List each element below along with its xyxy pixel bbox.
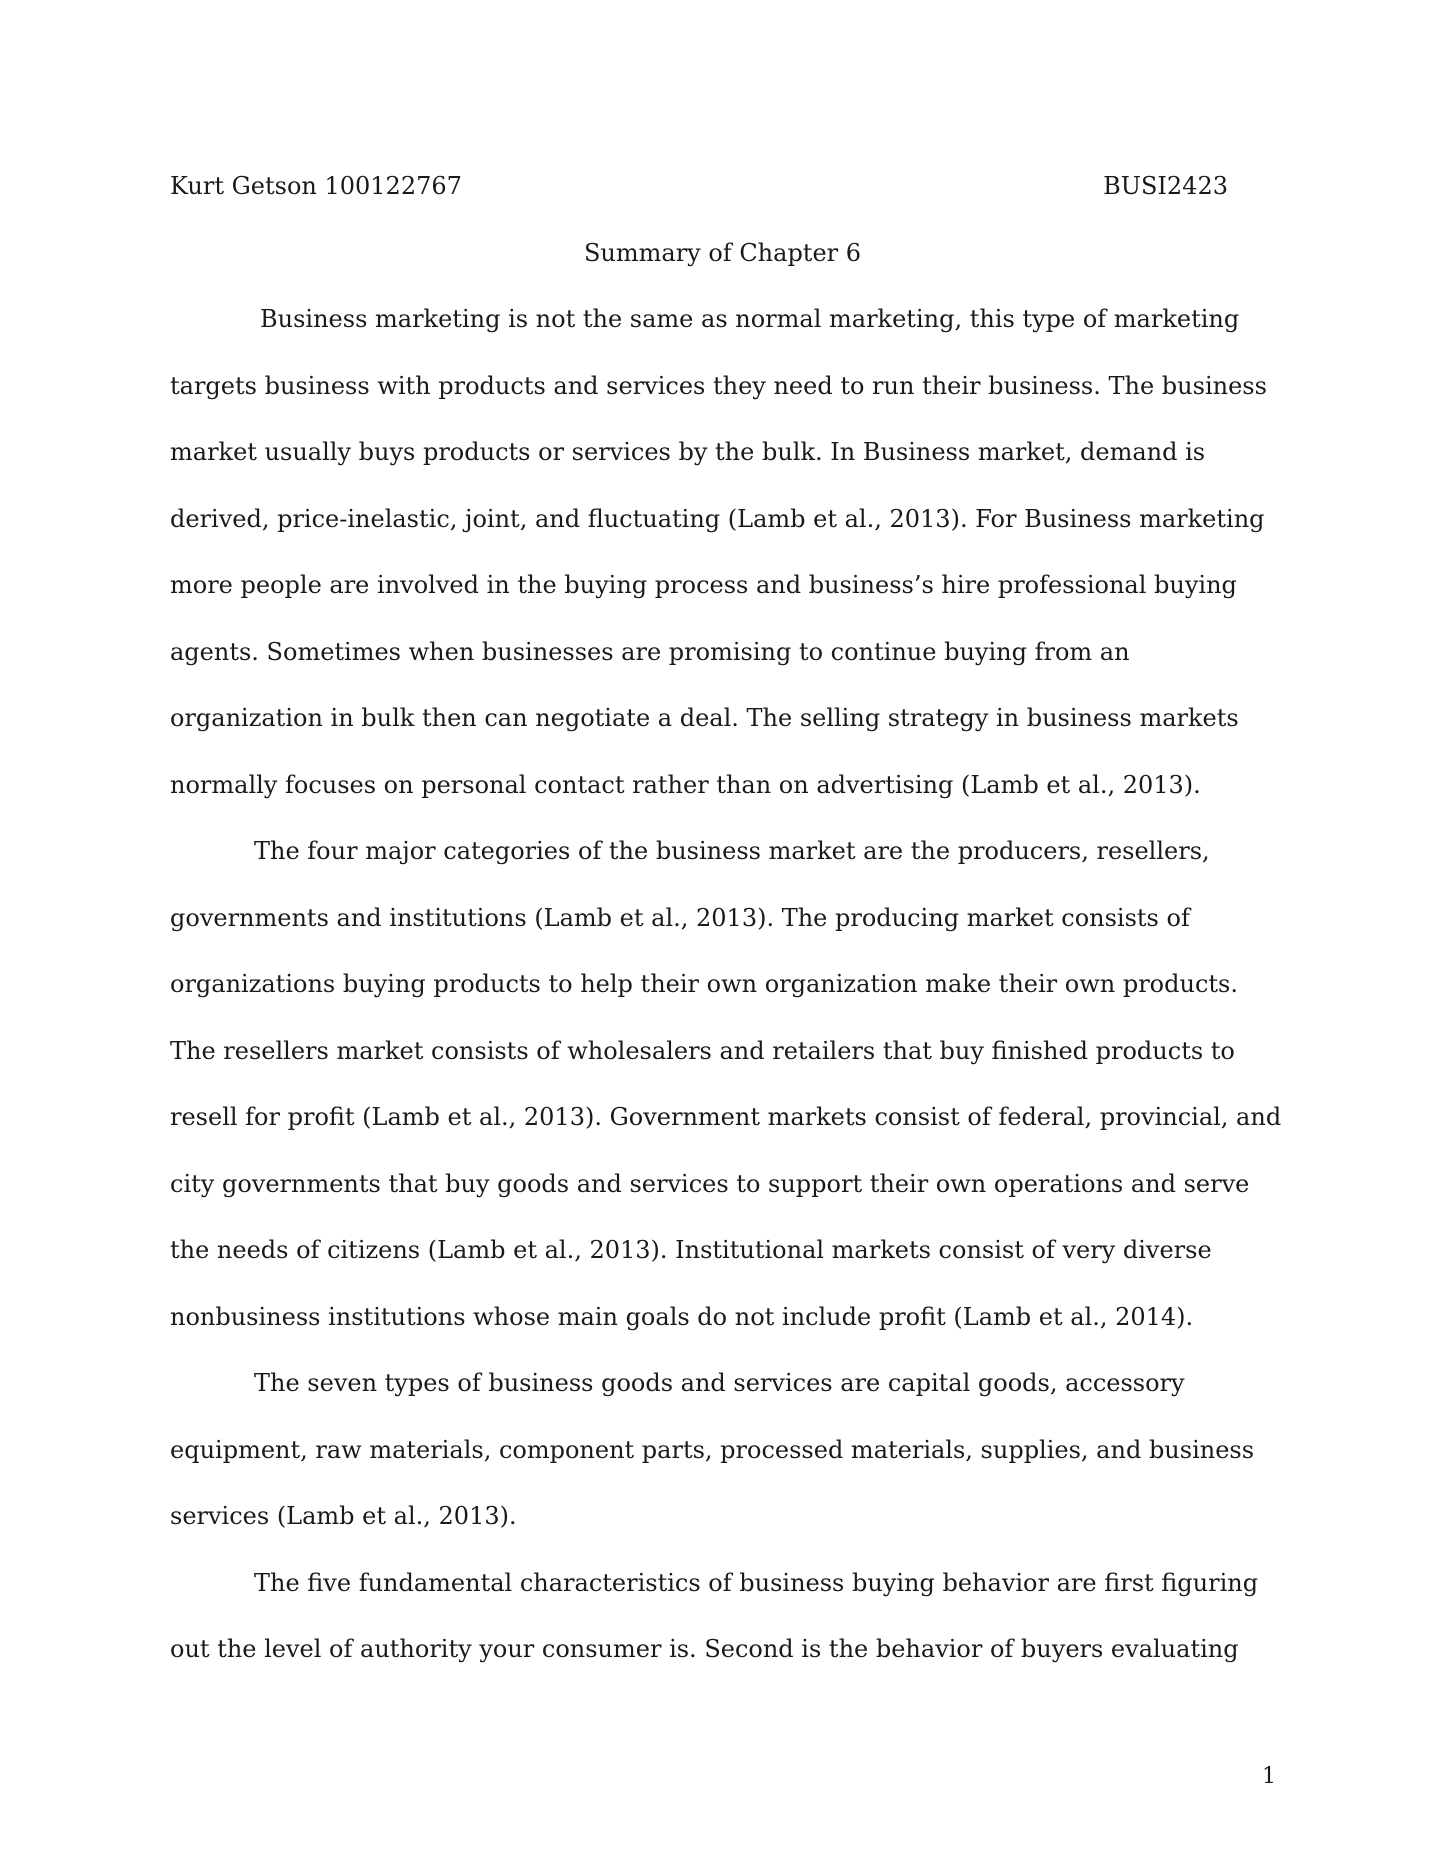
document-body <box>170 301 1282 1698</box>
text-line: nonbusiness institutions whose main goals do not include profit (Lamb et al., 2014). <box>170 1302 1194 1331</box>
text-line: The four major categories of the business market are the producers, resellers, <box>254 837 1210 865</box>
document-title: Summary of Chapter 6 <box>583 239 862 267</box>
page-number: 1 <box>1262 1764 1276 1789</box>
text-line: equipment, raw materials, component parts, processed materials, supplies, and business <box>170 1435 1255 1464</box>
text-line: normally focuses on personal contact rather than on advertising (Lamb et al., 2013). <box>170 770 1201 799</box>
text-line: The five fundamental characteristics of business buying behavior are first figuring <box>254 1568 1259 1597</box>
text-line: organization in bulk then can negotiate a deal. The selling strategy in business markets <box>170 704 1239 732</box>
text-line: organizations buying products to help their own organization make their own products. <box>170 970 1238 998</box>
text-line: The seven types of business goods and services are capital goods, accessory <box>254 1369 1185 1397</box>
text-line: governments and institutions (Lamb et al., 2013). The producing market consists of <box>170 903 1190 932</box>
course-code: BUSI2423 <box>1103 172 1228 200</box>
text-line: The resellers market consists of wholesalers and retailers that buy finished products to <box>170 1036 1235 1065</box>
author-name-and-id: Kurt Getson 100122767 <box>170 172 462 200</box>
text-line: services (Lamb et al., 2013). <box>170 1502 517 1530</box>
text-line: resell for profit (Lamb et al., 2013). Government markets consist of federal, provincial, and <box>170 1103 1282 1131</box>
text-line: targets business with products and services they need to run their business. The business <box>170 371 1267 400</box>
text-line: more people are involved in the buying process and business’s hire professional buying <box>170 571 1237 599</box>
text-line: Business marketing is not the same as normal marketing, this type of marketing <box>260 305 1240 333</box>
text-line: derived, price-inelastic, joint, and fluctuating (Lamb et al., 2013). For Business marketing <box>170 504 1265 533</box>
text-line: city governments that buy goods and services to support their own operations and serve <box>170 1169 1250 1198</box>
page-header <box>170 168 1228 204</box>
text-line: the needs of citizens (Lamb et al., 2013). Institutional markets consist of very diverse <box>170 1236 1212 1264</box>
text-line: agents. Sometimes when businesses are promising to continue buying from an <box>170 637 1130 666</box>
text-line: out the level of authority your consumer is. Second is the behavior of buyers evaluating <box>170 1635 1239 1663</box>
text-line: market usually buys products or services by the bulk. In Business market, demand is <box>170 438 1206 466</box>
